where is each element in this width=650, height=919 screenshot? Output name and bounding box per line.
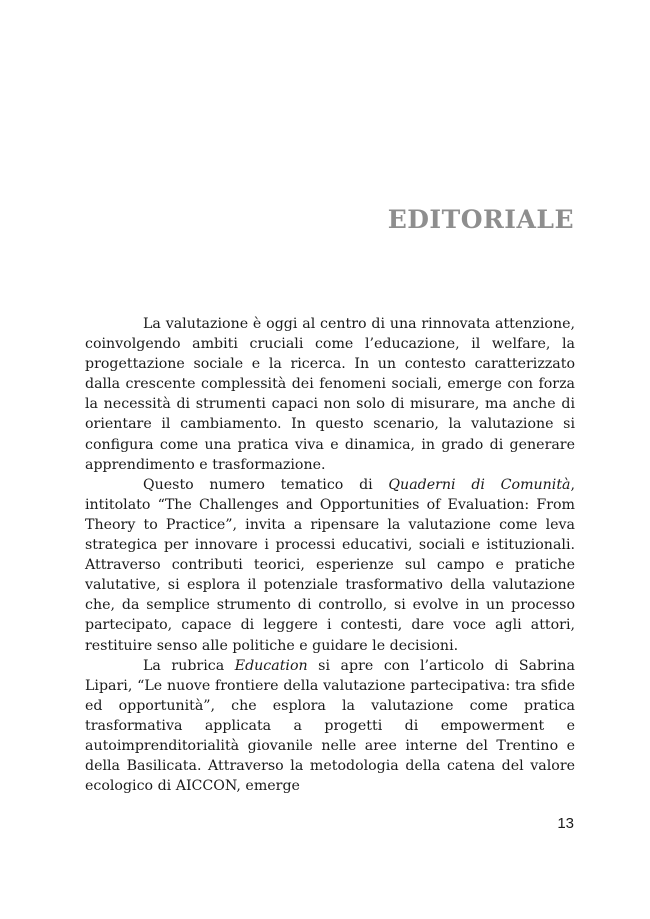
section-name: Education xyxy=(234,657,308,674)
text-segment: Questo numero tematico di xyxy=(143,476,389,493)
page-title: EDITORIALE xyxy=(387,205,574,234)
body-text xyxy=(85,314,575,796)
text-segment: si apre con l’articolo di Sabrina Lipari, “Le nuove frontiere della valutazione partecipativa: tra sfide ed opportunità”, che esplora la valutazione come pratica trasformativa applicata a progetti di empowerment e autoimprenditorialità giovanile nelle aree interne del Trentino e della Basilicata. Attraverso la metodologia della catena del valore ecologico di AICCON, emerge xyxy=(85,657,576,795)
paragraph xyxy=(85,314,575,475)
paragraph xyxy=(85,656,575,797)
journal-title: Quaderni di Comunità xyxy=(388,476,571,493)
text-segment: La valutazione è oggi al centro di una rinnovata attenzione, coinvolgendo ambiti cruciali come l’educazione, il welfare, la progettazione sociale e la ricerca. In un contesto caratterizzato dalla crescente complessità dei fenomeni sociali, emerge con forza la necessità di strumenti capaci non solo di misurare, ma anche di orientare il cambiamento. In questo scenario, la valutazione si configura come una pratica viva e dinamica, in grado di generare apprendimento e trasformazione. xyxy=(85,316,575,473)
text-segment: La rubrica xyxy=(143,657,235,674)
text-segment: , intitolato “The Challenges and Opportunities of Evaluation: From Theory to Practice”, invita a ripensare la valutazione come leva strategica per innovare i processi educativi, sociali e istituzionali. Attraverso contributi teorici, esperienze sul campo e pratiche valutative, si esplora il potenziale trasformativo della valutazione che, da semplice strumento di controllo, si evolve in un processo partecipato, capace di leggere i contesti, dare voce agli attori, restituire senso alle politiche e guidare le decisioni. xyxy=(85,476,576,654)
paragraph xyxy=(85,475,575,656)
page-number: 13 xyxy=(557,815,574,832)
